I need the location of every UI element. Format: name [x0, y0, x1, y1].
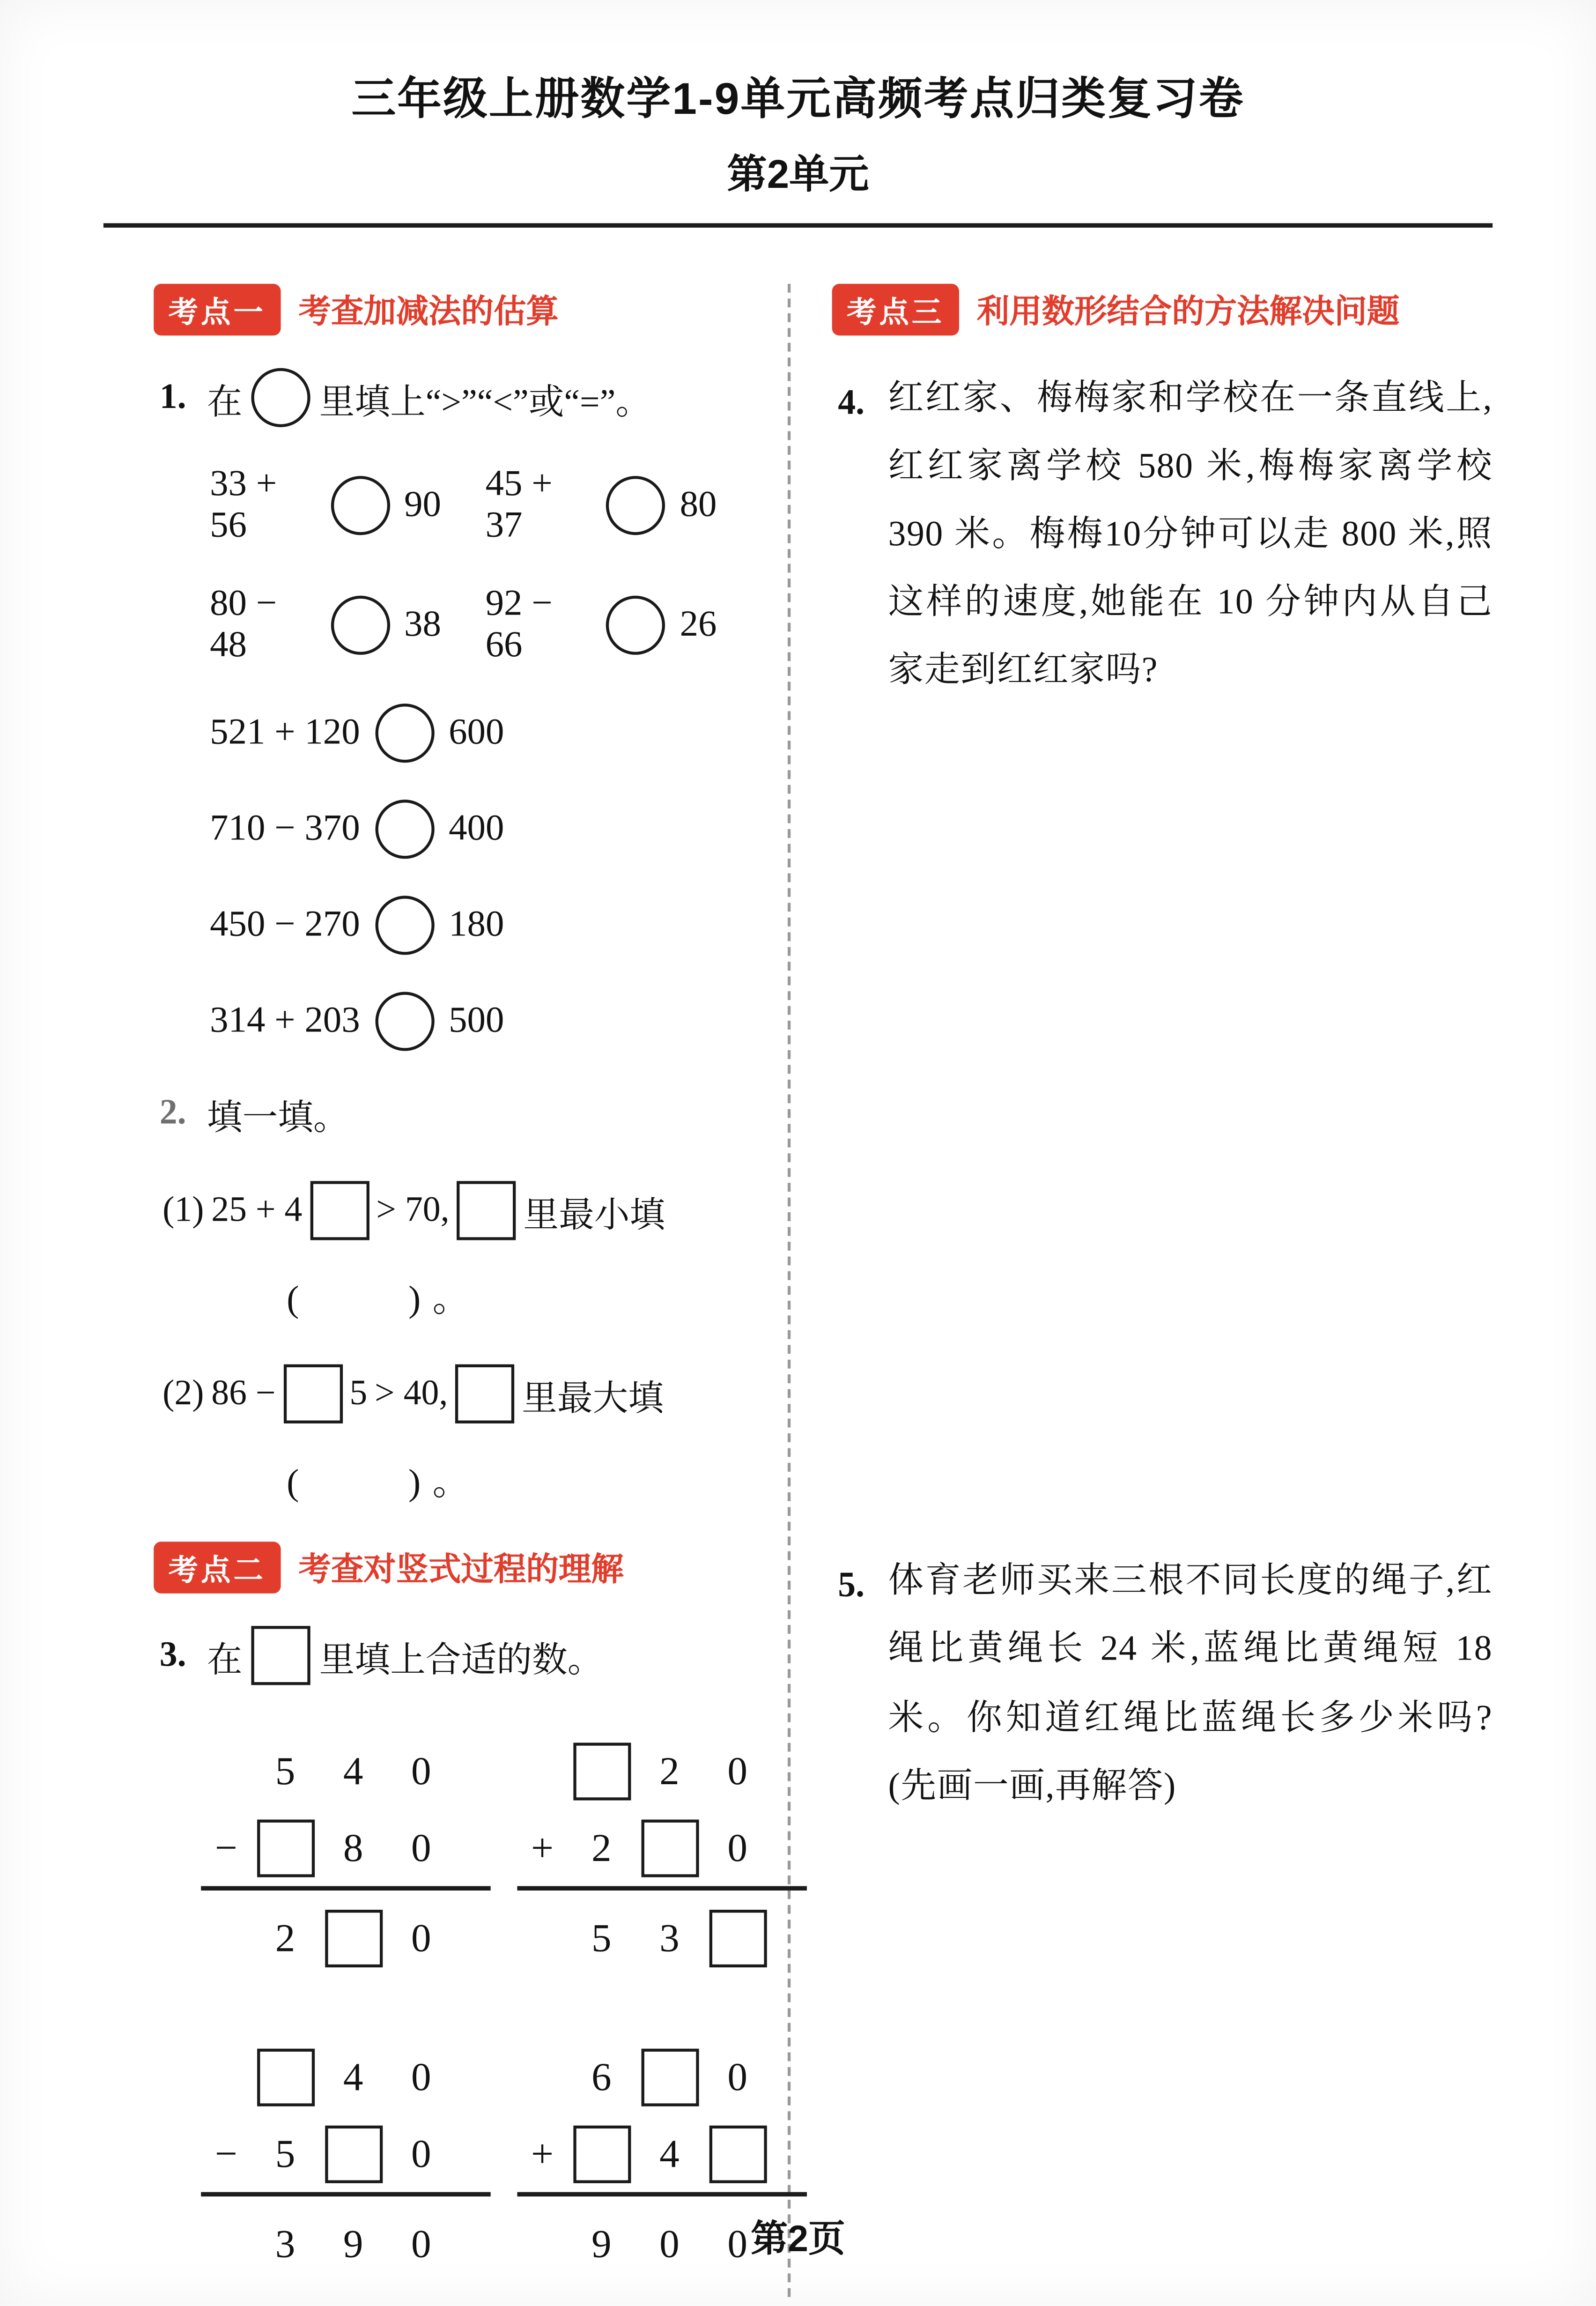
- right-column: [791, 284, 1493, 1821]
- answer-circle[interactable]: [330, 476, 389, 535]
- compare-value: 400: [449, 808, 504, 849]
- answer-box[interactable]: [256, 1819, 314, 1876]
- part-1-tail-text: 里最小填: [523, 1196, 665, 1235]
- digit-cell: 0: [727, 1824, 747, 1869]
- comparison-item: [210, 896, 504, 955]
- expression-text: 521 + 120: [210, 712, 360, 753]
- expression-text: 450 − 270: [210, 905, 360, 945]
- digit-cell: 6: [591, 2054, 612, 2098]
- digit-cell: 0: [411, 1915, 431, 1959]
- empty-cell: [517, 1899, 567, 1976]
- answer-box[interactable]: [573, 1742, 630, 1800]
- answer-circle[interactable]: [375, 896, 434, 955]
- question-2-part-1: [163, 1181, 761, 1240]
- digit-cell: 4: [343, 2054, 363, 2098]
- question-3-prompt: [160, 1626, 761, 1685]
- section-1-badge: 考点一: [154, 284, 281, 335]
- expression-text: 45 + 37: [485, 464, 553, 546]
- blank-parentheses: ( )。: [287, 1280, 481, 1320]
- question-3-text-after: 里填上合适的数。: [319, 1641, 603, 1680]
- top-row: [517, 1732, 806, 1809]
- operator-cell: −: [214, 2130, 237, 2175]
- answer-box[interactable]: [283, 1364, 342, 1424]
- question-1-prompt: [160, 368, 761, 427]
- content-columns: [103, 284, 1493, 2297]
- section-3-heading: 利用数形结合的方法解决问题: [976, 292, 1400, 330]
- digit-cell: [319, 2115, 387, 2192]
- digit-cell: [703, 1899, 771, 1976]
- question-2-part-2-blank[interactable]: [287, 1453, 761, 1506]
- digit-cell: 0: [411, 1824, 431, 1869]
- question-2-text: 填一填。: [207, 1099, 349, 1138]
- question-2-number: 2.: [159, 1094, 186, 1133]
- compare-value: 38: [404, 604, 441, 645]
- result-row: [517, 1899, 806, 1976]
- result-row: [201, 1899, 490, 1976]
- question-5-text: 体育老师买来三根不同长度的绳子,红绳比黄绳长 24 米,蓝绳比黄绳短 18 米。你知道红绳比蓝绳长多少米吗?(先画一画,再解答): [888, 1563, 1493, 1806]
- comparison-item: [486, 464, 717, 547]
- compare-value: 90: [404, 485, 441, 525]
- compare-value: 80: [680, 485, 717, 525]
- question-1-text-after: 里填上“>”“<”或“=”。: [319, 383, 651, 422]
- empty-cell: [201, 1899, 251, 1976]
- middle-row: [201, 2115, 490, 2197]
- answer-box[interactable]: [709, 2125, 766, 2182]
- compare-value: 180: [449, 905, 504, 945]
- empty-cell: [517, 2039, 567, 2115]
- comparison-item: [210, 992, 504, 1051]
- answer-circle[interactable]: [606, 476, 665, 535]
- digit-cell: [251, 2039, 319, 2115]
- question-3-number: 3.: [159, 1635, 186, 1674]
- comparison-row: [210, 464, 761, 547]
- vertical-problems: [201, 1732, 761, 2282]
- answer-box[interactable]: [455, 1364, 514, 1424]
- question-4-number: 4.: [838, 384, 865, 423]
- digit-cell: 5: [591, 1915, 612, 1959]
- expression-text: 92 − 66: [485, 584, 553, 666]
- expression-text: 314 + 203: [210, 1001, 360, 1041]
- top-row: [201, 1732, 490, 1809]
- answer-box[interactable]: [457, 1181, 516, 1240]
- comparison-item: [210, 464, 441, 547]
- question-1-number: 1.: [159, 378, 186, 416]
- digit-cell: 0: [411, 2054, 431, 2098]
- section-1-head: [154, 284, 761, 335]
- expression-text: 710 − 370: [210, 808, 360, 849]
- digit-cell: 9: [343, 2221, 363, 2265]
- comparison-item: [210, 704, 504, 763]
- operator-cell: −: [214, 1824, 237, 1869]
- question-2-part-1-blank[interactable]: [287, 1270, 761, 1323]
- answer-box[interactable]: [310, 1181, 369, 1240]
- empty-cell: [517, 1732, 567, 1809]
- digit-cell: 0: [659, 2221, 680, 2265]
- digit-cell: 2: [591, 1824, 612, 1869]
- operator-cell: +: [531, 1824, 554, 1869]
- answer-box[interactable]: [573, 2125, 630, 2182]
- answer-box[interactable]: [325, 1909, 382, 1966]
- part-1-expression-before: 25 + 4: [211, 1190, 303, 1229]
- answer-box[interactable]: [325, 2125, 382, 2182]
- comparison-row: [210, 896, 761, 955]
- digit-cell: 0: [411, 2221, 431, 2265]
- section-3-badge: 考点三: [832, 284, 959, 335]
- answer-circle[interactable]: [375, 704, 434, 763]
- middle-row: [517, 1809, 806, 1891]
- expression-text: 33 + 56: [210, 464, 277, 546]
- question-5: [838, 1548, 1493, 1821]
- comparison-row: [210, 584, 761, 667]
- comparison-item: [486, 584, 717, 667]
- part-2-expression-after: > 40,: [375, 1374, 448, 1413]
- section-2-heading: 考查对竖式过程的理解: [298, 1550, 624, 1588]
- top-row: [517, 2039, 806, 2115]
- digit-cell: 0: [411, 2130, 431, 2175]
- answer-box[interactable]: [251, 1626, 310, 1685]
- part-2-tail-text: 里最大填: [522, 1379, 664, 1418]
- top-row: [201, 2039, 490, 2115]
- expression-text: 80 − 48: [210, 584, 277, 666]
- digit-cell: 8: [343, 1824, 363, 1869]
- page-number: 第2页: [751, 2218, 845, 2260]
- comparison-row: [210, 800, 761, 859]
- section-2-badge: 考点二: [154, 1542, 281, 1593]
- section-2-head: [154, 1542, 761, 1593]
- vertical-problem: [201, 1732, 490, 1976]
- middle-row: [201, 1809, 490, 1891]
- empty-cell: [201, 2039, 251, 2115]
- section-3-head: [832, 284, 1493, 335]
- answer-box[interactable]: [256, 2048, 314, 2106]
- answer-circle[interactable]: [251, 368, 310, 427]
- digit-cell: [635, 2039, 703, 2115]
- part-2-expression-before: 86 −: [211, 1374, 276, 1413]
- middle-row: [517, 2115, 806, 2197]
- digit-cell: 3: [659, 1915, 680, 1959]
- compare-value: 500: [449, 1001, 504, 1041]
- page-subtitle: 第2单元: [727, 152, 869, 197]
- comparison-row: [210, 704, 761, 763]
- question-4-text: 红红家、梅梅家和学校在一条直线上,红红家离学校 580 米,梅梅家离学校 390 米。梅梅10分钟可以走 800 米,照这样的速度,她能在 10 分钟内从自己家走到红红家吗?: [888, 379, 1493, 691]
- operator-cell: +: [531, 2130, 554, 2175]
- answer-circle[interactable]: [606, 596, 665, 655]
- question-4: [838, 365, 1493, 705]
- digit-cell: [635, 1809, 703, 1886]
- title-divider: [103, 223, 1493, 227]
- comparison-item: [210, 800, 504, 859]
- digit-cell: [251, 1809, 319, 1886]
- question-1-text-before: 在: [207, 383, 243, 422]
- answer-circle[interactable]: [375, 800, 434, 859]
- digit-cell: 0: [727, 2054, 747, 2098]
- comparison-list: [160, 464, 761, 1051]
- digit-cell: [319, 1899, 387, 1976]
- part-1-label: (1): [163, 1190, 204, 1229]
- part-1-expression-after: > 70,: [376, 1190, 450, 1229]
- digit-cell: 2: [659, 1748, 680, 1793]
- digit-cell: 3: [275, 2221, 296, 2265]
- digit-cell: 0: [727, 2221, 747, 2265]
- digit-cell: 0: [727, 1748, 747, 1793]
- part-2-label: (2): [163, 1374, 204, 1413]
- answer-box[interactable]: [641, 2048, 698, 2106]
- digit-cell: [568, 1732, 635, 1809]
- answer-box[interactable]: [709, 1909, 766, 1966]
- empty-cell: [201, 1732, 251, 1809]
- vertical-problem: [517, 1732, 806, 1976]
- part-2-expression-mid: 5: [349, 1374, 368, 1413]
- digit-cell: 0: [411, 1748, 431, 1793]
- question-2-part-2: [163, 1364, 761, 1424]
- question-5-number: 5.: [838, 1567, 865, 1606]
- compare-value: 600: [449, 712, 504, 753]
- blank-parentheses: ( )。: [287, 1463, 481, 1504]
- comparison-row: [210, 992, 761, 1051]
- question-3-text-before: 在: [207, 1641, 243, 1680]
- question-2-prompt: [160, 1088, 761, 1140]
- answer-circle[interactable]: [375, 992, 434, 1051]
- digit-cell: 4: [343, 1748, 363, 1793]
- answer-box[interactable]: [641, 1819, 698, 1876]
- digit-cell: [568, 2115, 635, 2192]
- digit-cell: 5: [275, 1748, 296, 1793]
- digit-cell: 5: [275, 2130, 296, 2175]
- digit-cell: 9: [591, 2221, 612, 2265]
- digit-cell: [703, 2115, 771, 2192]
- digit-cell: 2: [275, 1915, 296, 1959]
- comparison-item: [210, 584, 441, 667]
- digit-cell: 4: [659, 2130, 680, 2175]
- answer-circle[interactable]: [330, 596, 389, 655]
- compare-value: 26: [680, 604, 717, 645]
- page-title: 三年级上册数学1-9单元高频考点归类复习卷: [351, 75, 1245, 125]
- section-1-heading: 考查加减法的估算: [298, 292, 559, 330]
- left-column: [103, 284, 791, 2297]
